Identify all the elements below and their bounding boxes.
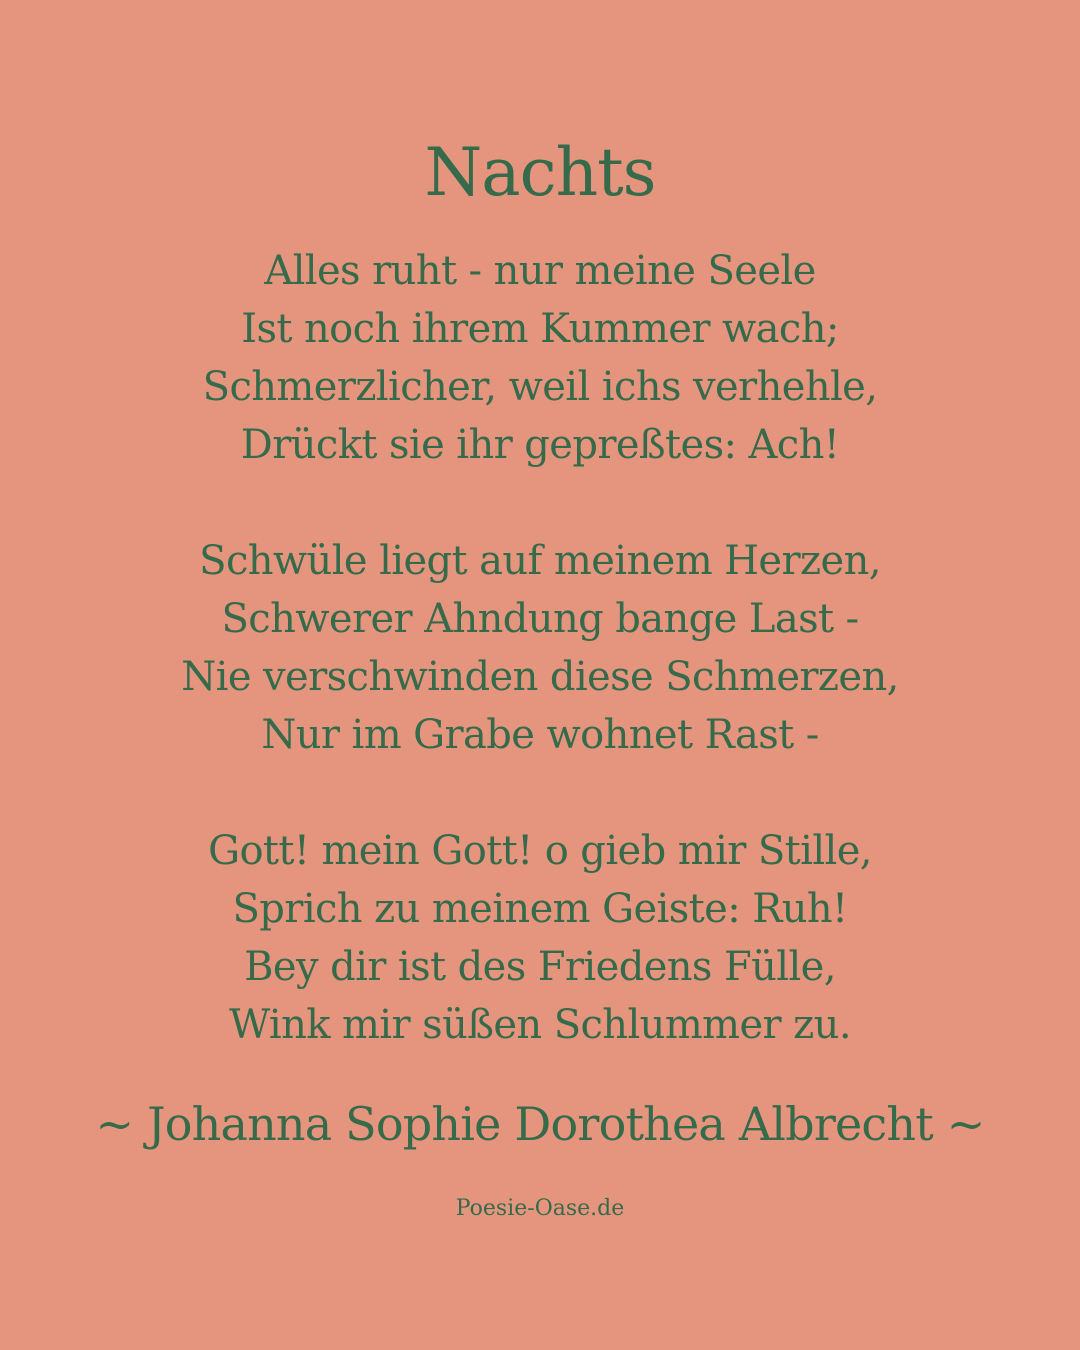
poem-line: Drückt sie ihr gepreßtes: Ach!: [240, 422, 840, 468]
stanza-2: [0, 532, 1080, 764]
website-credit: Poesie-Oase.de: [455, 1196, 625, 1221]
poem-line: Bey dir ist des Friedens Fülle,: [244, 944, 836, 990]
poem-line: Alles ruht - nur meine Seele: [264, 248, 816, 294]
poem-author: ~ Johanna Sophie Dorothea Albrecht ~: [95, 1097, 985, 1151]
poem-line: Schmerzlicher, weil ichs verhehle,: [202, 364, 878, 410]
stanza-3: [0, 822, 1080, 1054]
poem-title: Nachts: [424, 134, 656, 211]
poem-line: Nur im Grabe wohnet Rast -: [261, 712, 819, 758]
stanza-1: [0, 242, 1080, 474]
poem-line: Gott! mein Gott! o gieb mir Stille,: [208, 828, 872, 874]
poem-line: Schwüle liegt auf meinem Herzen,: [199, 538, 881, 584]
poem-line: Ist noch ihrem Kummer wach;: [241, 306, 839, 352]
poem-line: Nie verschwinden diese Schmerzen,: [181, 654, 899, 700]
poem-line: Sprich zu meinem Geiste: Ruh!: [232, 886, 848, 932]
poem-line: Wink mir süßen Schlummer zu.: [229, 1002, 851, 1048]
poem-line: Schwerer Ahndung bange Last -: [221, 596, 859, 642]
